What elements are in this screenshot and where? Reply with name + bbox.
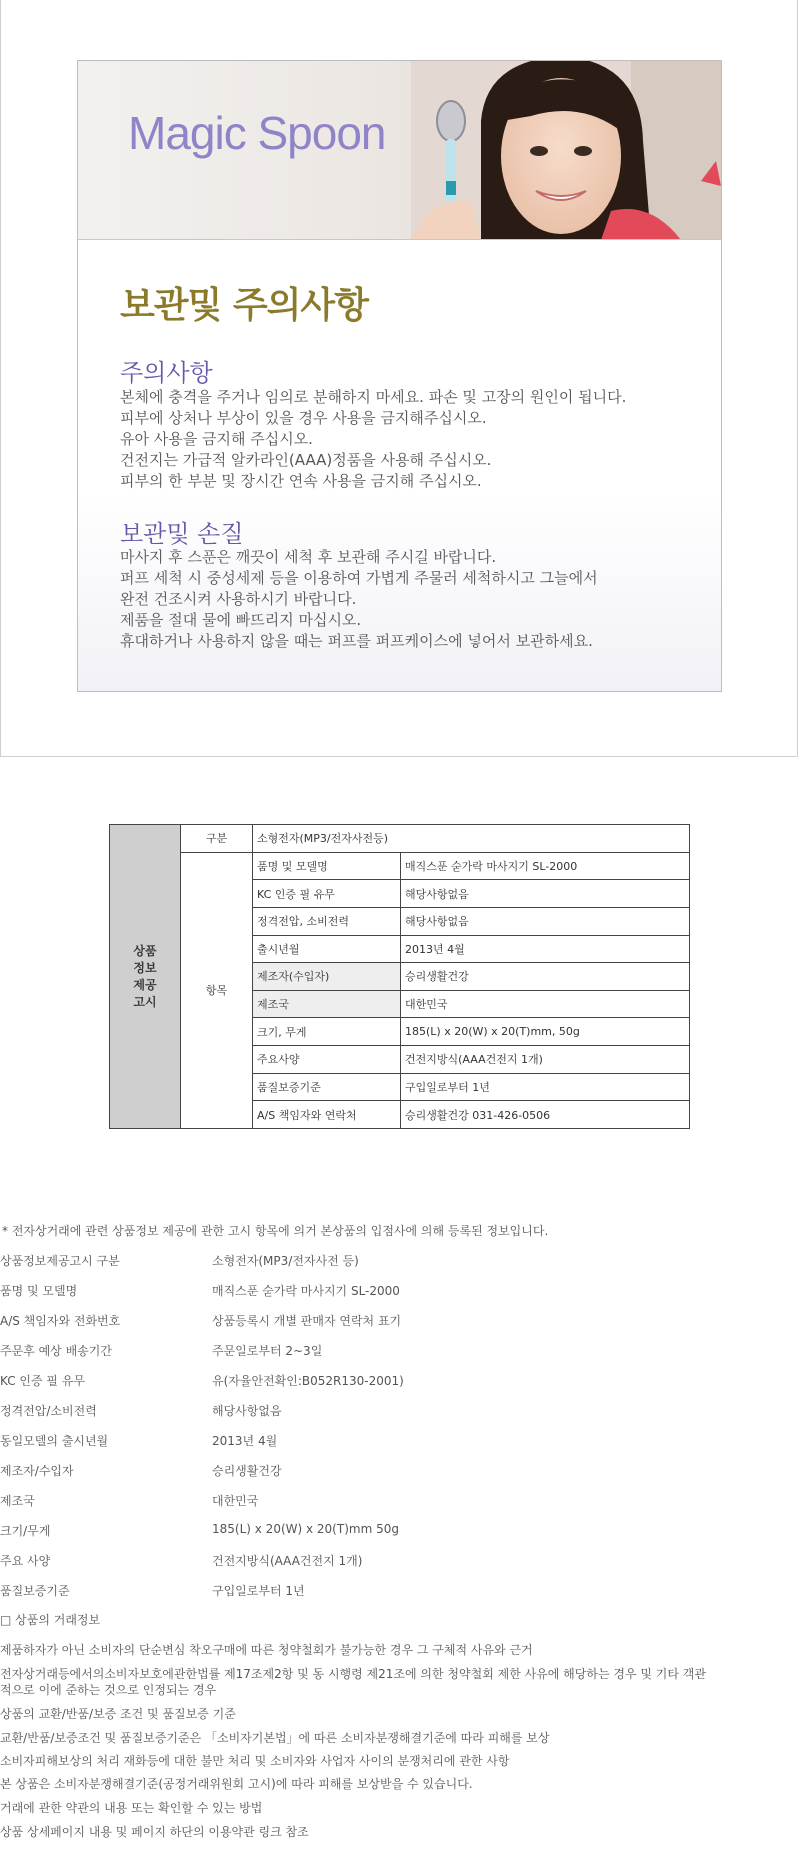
detail-row: 품질보증기준 구입일로부터 1년 <box>0 1584 305 1598</box>
detail-row: 제조자/수입자 승리생활건강 <box>0 1464 282 1478</box>
storage-line: 완전 건조시켜 사용하시기 바랍니다. <box>120 590 357 608</box>
info-label: 크기, 무게 <box>253 1018 401 1046</box>
info-value: 승리생활건강 <box>401 963 690 991</box>
storage-list <box>120 547 598 652</box>
detail-row: 품명 및 모델명 매직스푼 숟가락 마사지기 SL-2000 <box>0 1284 400 1298</box>
detail-row: 동일모델의 출시년월 2013년 4월 <box>0 1434 278 1448</box>
detail-row: 크기/무게 185(L) x 20(W) x 20(T)mm 50g <box>0 1522 399 1538</box>
info-value: 매직스푼 숟가락 마사지기 SL-2000 <box>401 852 690 880</box>
storage-line: 제품을 절대 물에 빠뜨리지 마십시오. <box>120 611 362 629</box>
info-value: 해당사항없음 <box>401 880 690 908</box>
detail-row: 상품정보제공고시 구분 소형전자(MP3/전자사전 등) <box>0 1254 359 1268</box>
trade-heading: □ 상품의 거래정보 <box>0 1613 101 1627</box>
info-value: 2013년 4월 <box>401 935 690 963</box>
storage-heading: 보관및 손질 <box>120 520 244 548</box>
banner <box>78 61 721 240</box>
info-label: 주요사양 <box>253 1046 401 1074</box>
detail-row: 주요 사양 건전지방식(AAA건전지 1개) <box>0 1554 363 1568</box>
model-photo <box>411 61 721 240</box>
trade-line: 소비자피해보상의 처리 재화등에 대한 불만 처리 및 소비자와 사업자 사이의 분쟁처리에 관한 사항 <box>0 1754 510 1768</box>
caution-list <box>120 387 626 492</box>
detail-row: 주문후 예상 배송기간 주문일로부터 2~3일 <box>0 1344 323 1358</box>
info-value: 건전지방식(AAA건전지 1개) <box>401 1046 690 1074</box>
info-label: 품질보증기준 <box>253 1073 401 1101</box>
storage-line: 휴대하거나 사용하지 않을 때는 퍼프를 퍼프케이스에 넣어서 보관하세요. <box>120 632 593 650</box>
info-value: 해당사항없음 <box>401 907 690 935</box>
product-card <box>77 60 722 692</box>
page-title: 보관및 주의사항 <box>120 285 368 326</box>
detail-row: KC 인증 필 유무 유(자율안전확인:B052R130-2001) <box>0 1374 404 1388</box>
trade-line: 상품 상세페이지 내용 및 페이지 하단의 이용약관 링크 참조 <box>0 1825 309 1839</box>
trade-line: 거래에 관한 약관의 내용 또는 확인할 수 있는 방법 <box>0 1801 263 1815</box>
caution-line: 피부의 한 부분 및 장시간 연속 사용을 금지해 주십시오. <box>120 472 482 490</box>
trade-line: 적으로 이에 준하는 것으로 인정되는 경우 <box>0 1683 217 1697</box>
detail-row: A/S 책임자와 전화번호 상품등록시 개별 판매자 연락처 표기 <box>0 1314 402 1328</box>
info-label: 제조자(수입자) <box>253 963 401 991</box>
trade-line: 상품의 교환/반품/보증 조건 및 품질보증 기준 <box>0 1707 236 1721</box>
info-label: 정격전압, 소비전력 <box>253 907 401 935</box>
info-value: 185(L) x 20(W) x 20(T)mm, 50g <box>401 1018 690 1046</box>
category-value: 소형전자(MP3/전자사전등) <box>253 825 690 853</box>
items-label: 항목 <box>181 852 253 1128</box>
info-value: 승리생활건강 031-426-0506 <box>401 1101 690 1129</box>
product-info-table <box>109 824 690 1129</box>
info-value: 구입일로부터 1년 <box>401 1073 690 1101</box>
info-label: 품명 및 모델명 <box>253 852 401 880</box>
caution-line: 피부에 상처나 부상이 있을 경우 사용을 금지해주십시오. <box>120 409 487 427</box>
trade-line: 교환/반품/보증조건 및 품질보증기준은 「소비자기본법」에 따른 소비자분쟁해결기준에 따라 피해를 보상 <box>0 1731 550 1745</box>
category-label: 구분 <box>181 825 253 853</box>
info-label: 제조국 <box>253 990 401 1018</box>
caution-line: 건전지는 가급적 알카라인(AAA)정품을 사용해 주십시오. <box>120 451 492 469</box>
trade-line: 전자상거래등에서의소비자보호에관한법률 제17조제2항 및 동 시행령 제21조에 의한 청약철회 제한 사유에 해당하는 경우 및 기타 객관 <box>0 1667 706 1681</box>
caution-line: 유아 사용을 금지해 주십시오. <box>120 430 313 448</box>
info-label: KC 인증 필 유무 <box>253 880 401 908</box>
care-section <box>78 241 721 692</box>
info-label: A/S 책임자와 연락처 <box>253 1101 401 1129</box>
notice-text: * 전자상거래에 관련 상품정보 제공에 관한 고시 항목에 의거 본상품의 입점사에 의해 등록된 정보입니다. <box>2 1224 549 1238</box>
brand-logo: Magic Spoon <box>128 107 386 159</box>
info-side-label: 상품 정보 제공 고시 <box>110 825 181 1129</box>
storage-line: 마사지 후 스푼은 깨끗이 세척 후 보관해 주시길 바랍니다. <box>120 548 497 566</box>
caution-line: 본체에 충격을 주거나 임의로 분해하지 마세요. 파손 및 고장의 원인이 됩니다. <box>120 388 627 406</box>
detail-row: 제조국 대한민국 <box>0 1494 259 1508</box>
info-label: 출시년월 <box>253 935 401 963</box>
trade-line: 본 상품은 소비자분쟁해결기준(공정거래위원회 고시)에 따라 피해를 보상받을 수 있습니다. <box>0 1777 473 1791</box>
trade-line: 제품하자가 아닌 소비자의 단순변심 착오구매에 따른 청약철회가 불가능한 경우 그 구체적 사유와 근거 <box>0 1643 533 1657</box>
detail-row: 정격전압/소비전력 해당사항없음 <box>0 1404 282 1418</box>
caution-heading: 주의사항 <box>120 359 213 387</box>
info-value: 대한민국 <box>401 990 690 1018</box>
storage-line: 퍼프 세척 시 중성세제 등을 이용하여 가볍게 주물러 세척하시고 그늘에서 <box>120 569 598 587</box>
